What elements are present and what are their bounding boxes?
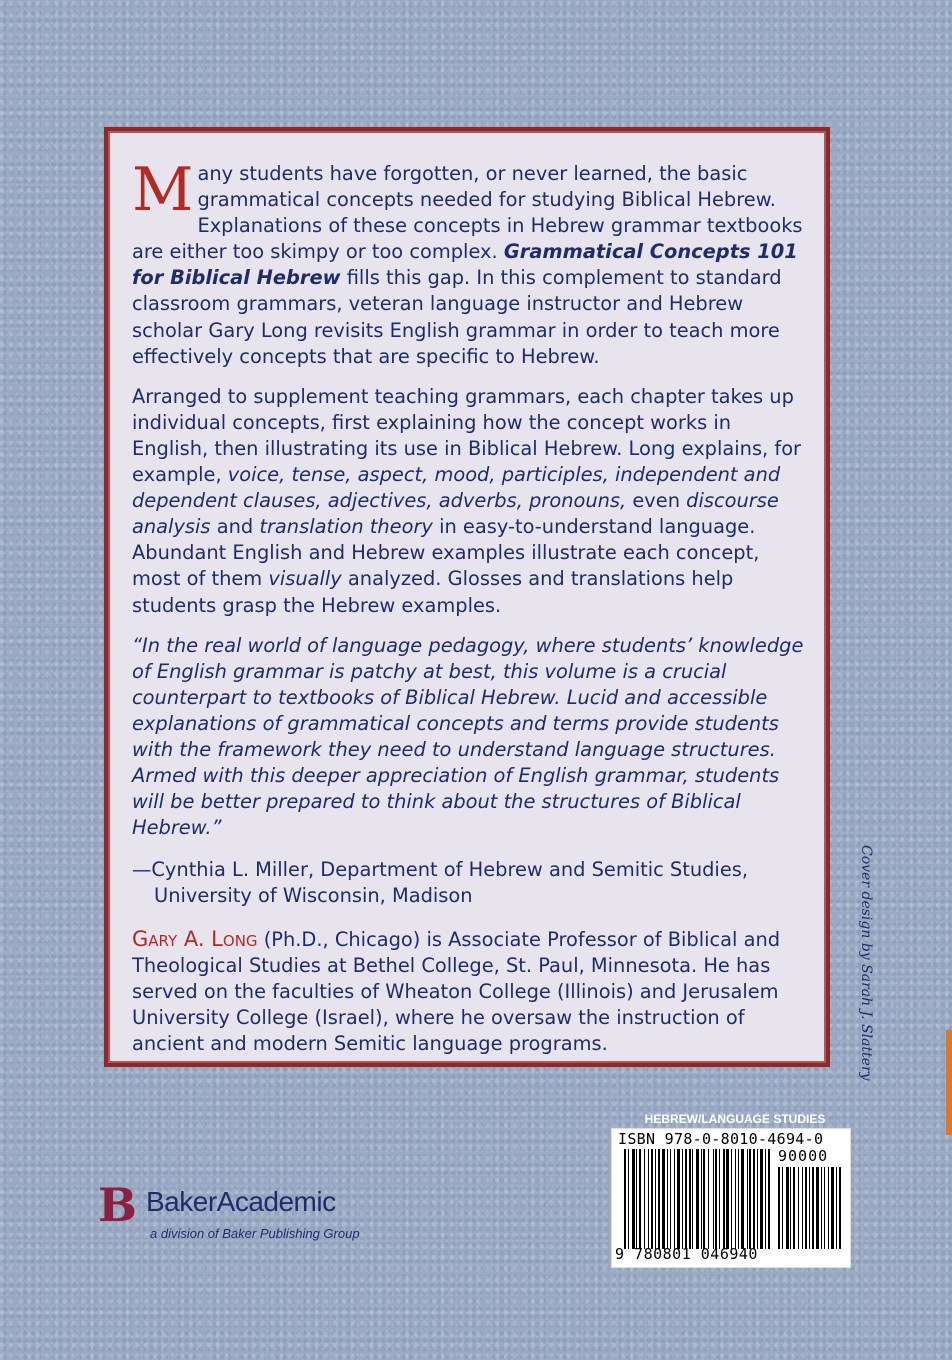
topic-translation: translation theory [259, 515, 433, 539]
barcode-bar [798, 1167, 799, 1249]
barcode-bar [726, 1149, 729, 1249]
barcode-bar [749, 1149, 751, 1249]
intro-lead: any students have forgotten, or never learned, the basic grammatical concepts needed for studying Biblical Hebrew. Explanations of these concepts in Hebrew grammar textbooks are either too skimpy or too complex. [132, 162, 803, 264]
publisher-mark-icon: B [98, 1178, 137, 1232]
barcode-bar [824, 1167, 825, 1249]
barcode-bar [667, 1149, 668, 1249]
description-e: analyzed. Glosses and translations help students grasp the Hebrew examples. [132, 567, 734, 617]
barcode-bar [632, 1149, 635, 1249]
barcode-bar [677, 1149, 680, 1249]
barcode-bar [747, 1149, 748, 1249]
publisher-tagline: a division of Baker Publishing Group [150, 1226, 360, 1241]
barcode-bars-addon [778, 1167, 844, 1249]
spine-color-mark [946, 1030, 952, 1135]
barcode-bar [692, 1149, 693, 1249]
barcode-bar [831, 1167, 834, 1249]
barcode-bar [658, 1149, 660, 1249]
barcode-bar [812, 1167, 814, 1249]
topic-discourse: discourse analysis [132, 489, 779, 539]
intro-tail: fills this gap. In this complement to standard classroom grammars, veteran language instructor and Hebrew scholar Gary Long revisits English grammar in order to teach more effectively concepts that are specific to Hebrew. [132, 266, 782, 368]
barcode-bar [741, 1149, 744, 1249]
endorsement-quote [132, 633, 807, 842]
publisher-name: BakerAcademic [146, 1186, 336, 1217]
category-label: HEBREW/LANGUAGE STUDIES [644, 1112, 826, 1126]
barcode-bar [708, 1149, 709, 1249]
author-name: Gary A. Long [132, 926, 258, 951]
barcode-bar [768, 1149, 770, 1249]
barcode-bar [760, 1149, 763, 1249]
barcode-bar [836, 1167, 837, 1249]
barcode-bar [793, 1167, 795, 1249]
barcode-bar [753, 1149, 755, 1249]
description-d: in easy-to-understand language. Abundant English and Hebrew examples illustrate each concept, most of them [132, 515, 760, 591]
barcode-bar [713, 1149, 714, 1249]
book-title: Grammatical Concepts 101 for Biblical Hebrew [132, 240, 798, 290]
barcode-bar [674, 1149, 675, 1249]
ean-digits: 9 780801 046940 [615, 1245, 758, 1263]
barcode-bar [648, 1149, 649, 1249]
barcode-bar [696, 1149, 699, 1249]
barcode-bar [670, 1149, 671, 1249]
cover-credit: Cover design by Sarah J. Slattery [858, 845, 874, 1081]
word-visually: visually [268, 567, 342, 591]
quote-text: “In the real world of language pedagogy, where students’ knowledge of English grammar is patchy at best, this volume is a crucial counterpart to textbooks of Biblical Hebrew. Lucid and accessible explanations of grammatical concepts and terms provide students with the framework they need to understand language structures. Armed with this deeper appreciation of English grammar, students will be better prepared to think about the structures of Biblical Hebrew.” [132, 633, 804, 840]
attribution-line-1: —Cynthia L. Miller, Department of Hebrew and Semitic Studies, [132, 858, 749, 882]
publisher-logo [98, 1180, 418, 1250]
barcode [611, 1128, 851, 1268]
author-bio [132, 926, 807, 1057]
description-a: Arranged to supplement teaching grammars, each chapter takes up individual concepts, first explaining how the concept works in English, then illustrating its use in Biblical Hebrew. Long explains, for example, [132, 384, 802, 487]
barcode-bar [738, 1149, 739, 1249]
back-cover-panel [104, 127, 830, 1067]
drop-cap: M [132, 155, 194, 225]
barcode-bar [839, 1167, 841, 1249]
barcode-bar [689, 1149, 691, 1249]
barcode-bars-main [624, 1149, 772, 1249]
barcode-bar [723, 1149, 725, 1249]
description-b: even [632, 489, 680, 513]
barcode-bar [624, 1149, 626, 1249]
barcode-bar [644, 1149, 645, 1249]
barcode-bar [662, 1149, 665, 1249]
barcode-bar [715, 1149, 717, 1249]
barcode-bar [757, 1149, 758, 1249]
barcode-bar [828, 1167, 829, 1249]
barcode-bar [682, 1149, 683, 1249]
barcode-bar [816, 1167, 819, 1249]
barcode-bar [805, 1167, 807, 1249]
author-bio-text: (Ph.D., Chicago) is Associate Professor of Biblical and Theological Studies at Bethel College, St. Paul, Minnesota. He has served on the faculties of Wheaton College (Illinois) and Jerusalem University College (Israel), where he oversaw the instruction of ancient and modern Semitic language programs. [132, 927, 781, 1055]
barcode-bar [786, 1167, 789, 1249]
barcode-bar [655, 1149, 656, 1249]
topics-list: voice, tense, aspect, mood, participles, independent and dependent clauses, adjectives, adverbs, pronouns, [132, 463, 781, 513]
panel-text [132, 155, 807, 1071]
barcode-bar [639, 1149, 641, 1249]
barcode-bar [782, 1167, 783, 1249]
barcode-bar [703, 1149, 705, 1249]
barcode-bar [790, 1167, 791, 1249]
barcode-bar [765, 1149, 766, 1249]
barcode-bar [731, 1149, 732, 1249]
description-paragraph [132, 384, 807, 619]
price-code: 90000 [778, 1147, 829, 1165]
description-c: and [216, 515, 254, 539]
barcode-bar [735, 1149, 736, 1249]
barcode-bar [685, 1149, 687, 1249]
barcode-bar [636, 1149, 637, 1249]
barcode-bar [809, 1167, 810, 1249]
barcode-bar [778, 1167, 780, 1249]
intro-paragraph [132, 155, 807, 370]
barcode-bar [802, 1167, 803, 1249]
barcode-bar [719, 1149, 720, 1249]
attribution-line-2: University of Wisconsin, Madison [154, 884, 473, 908]
barcode-bar [701, 1149, 702, 1249]
barcode-bar [628, 1149, 629, 1249]
barcode-bar [651, 1149, 653, 1249]
barcode-bar [821, 1167, 822, 1249]
isbn-label: ISBN 978-0-8010-4694-0 [618, 1130, 824, 1148]
